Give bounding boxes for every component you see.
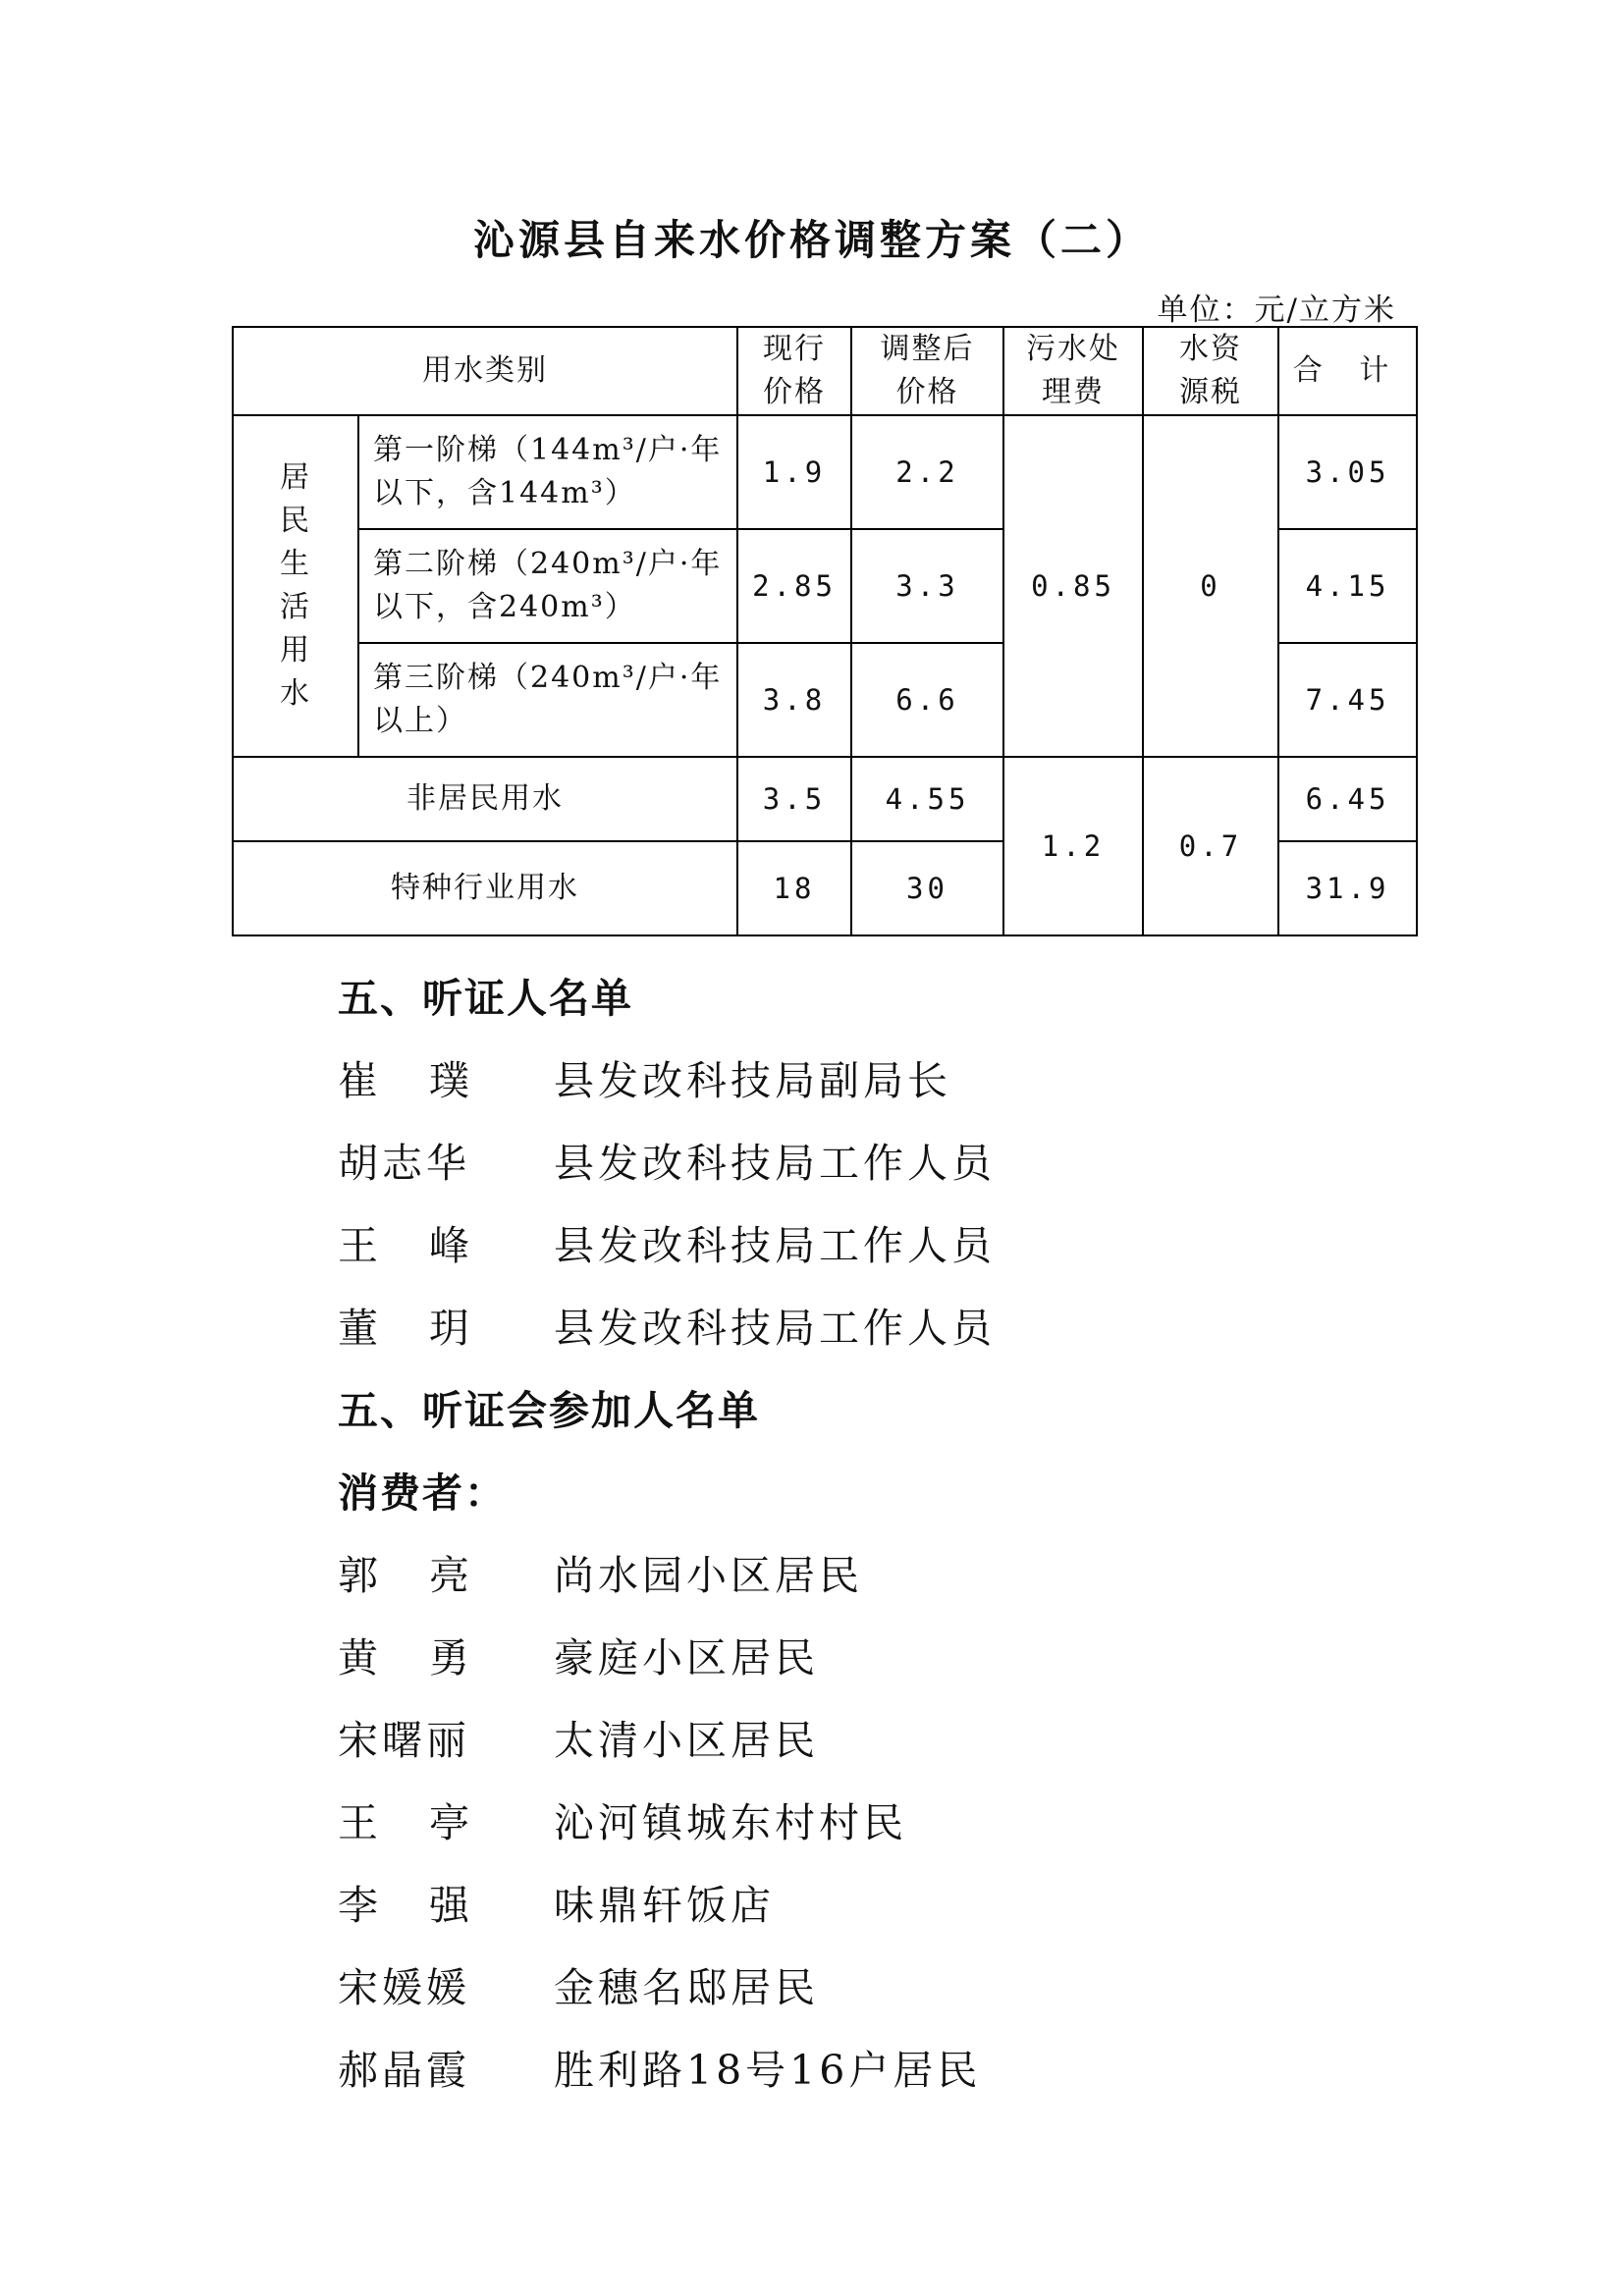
list-item [338,1873,775,1931]
table-header-row [233,327,1417,415]
header-sewage-fee: 污水处理费 [1003,327,1143,415]
consumers-label: 消费者： [338,1469,507,1517]
tier-2-current: 2.85 [737,529,851,643]
list-item [338,2038,981,2096]
person-role: 金穗名邸居民 [554,1964,819,2011]
person-role: 县发改科技局工作人员 [554,1305,996,1352]
non-residential-name: 非居民用水 [233,757,737,841]
header-current-price: 现行价格 [737,327,851,415]
person-role: 太清小区居民 [554,1717,819,1764]
person-role: 尚水园小区居民 [554,1552,863,1599]
header-resource-tax: 水资源税 [1143,327,1278,415]
list-item [338,1790,907,1848]
person-role: 沁河镇城东村村民 [554,1799,907,1846]
tier-3-adjusted: 6.6 [851,643,1003,757]
non-residential-current: 3.5 [737,757,851,841]
person-name: 宋曙丽 [338,1717,470,1764]
person-name: 王峰 [338,1222,520,1269]
non-residential-adjusted: 4.55 [851,757,1003,841]
residential-sewage-fee: 0.85 [1003,415,1143,757]
header-category: 用水类别 [233,327,737,415]
tier-1-name: 第一阶梯（144m³/户·年以下，含144m³） [358,415,737,529]
person-role: 县发改科技局副局长 [554,1057,951,1104]
hearing-officers-heading: 五、听证人名单 [338,975,633,1022]
list-item [338,1626,819,1683]
person-role: 豪庭小区居民 [554,1634,819,1682]
other-resource-tax: 0.7 [1143,757,1278,935]
person-role: 县发改科技局工作人员 [554,1140,996,1187]
document-title: 沁源县自来水价格调整方案（二） [472,216,1151,264]
list-item [338,1708,819,1766]
person-role: 胜利路18号16户居民 [554,2047,982,2094]
tier-2-name: 第二阶梯（240m³/户·年以下，含240m³） [358,529,737,643]
tier-1-total: 3.05 [1278,415,1417,529]
person-name: 王亭 [338,1799,520,1846]
list-item [338,1296,996,1354]
list-item [338,1131,996,1189]
tier-3-current: 3.8 [737,643,851,757]
price-table [232,326,1418,936]
tier-3-total: 7.45 [1278,643,1417,757]
non-residential-total: 6.45 [1278,757,1417,841]
list-item [338,1955,819,2013]
other-sewage-fee: 1.2 [1003,757,1143,935]
list-item [338,1543,863,1601]
tier-1-adjusted: 2.2 [851,415,1003,529]
person-name: 郝晶霞 [338,2047,470,2094]
person-name: 崔璞 [338,1057,520,1104]
table-row [233,757,1417,841]
header-total: 合 计 [1278,327,1417,415]
residential-resource-tax: 0 [1143,415,1278,757]
person-name: 胡志华 [338,1140,470,1187]
person-role: 县发改科技局工作人员 [554,1222,996,1269]
special-industry-adjusted: 30 [851,841,1003,935]
person-name: 宋媛媛 [338,1964,470,2011]
residential-category-cell: 居民生活用水 [233,415,358,757]
special-industry-current: 18 [737,841,851,935]
special-industry-total: 31.9 [1278,841,1417,935]
person-name: 郭亮 [338,1552,520,1599]
unit-note: 单位：元/立方米 [1157,293,1396,328]
person-name: 董玥 [338,1305,520,1352]
table-row [233,415,1417,529]
special-industry-name: 特种行业用水 [233,841,737,935]
person-name: 李强 [338,1882,520,1929]
person-role: 味鼎轩饭店 [554,1882,775,1929]
list-item [338,1213,996,1271]
person-name: 黄勇 [338,1634,520,1682]
tier-1-current: 1.9 [737,415,851,529]
list-item [338,1048,951,1106]
tier-2-adjusted: 3.3 [851,529,1003,643]
header-adjusted-price: 调整后价格 [851,327,1003,415]
participants-heading: 五、听证会参加人名单 [338,1387,760,1434]
tier-2-total: 4.15 [1278,529,1417,643]
tier-3-name: 第三阶梯（240m³/户·年以上） [358,643,737,757]
